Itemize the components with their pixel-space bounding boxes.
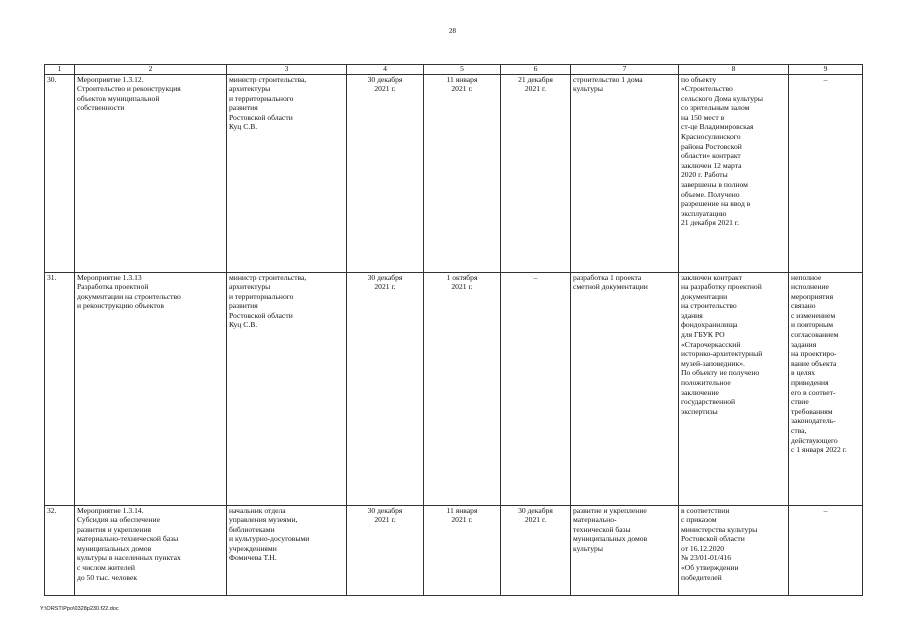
planned-end-cell: 11 января 2021 г.	[424, 74, 501, 272]
row-number: 30.	[45, 74, 75, 272]
activity-cell: Мероприятие 1.3.14. Субсидия на обеспечение развития и укрепления материально-технической базы муниципальных домов культуры в населенных пунктах с числом жителей до 50 тыс. человек	[75, 505, 227, 595]
planned-start-cell: 30 декабря 2021 г.	[347, 74, 424, 272]
actual-end-cell: 21 декабря 2021 г.	[501, 74, 571, 272]
planned-end-cell: 1 октября 2021 г.	[424, 272, 501, 505]
column-number: 5	[424, 65, 501, 75]
planned-start-cell: 30 декабря 2021 г.	[347, 505, 424, 595]
column-number: 9	[789, 65, 863, 75]
actual-end-cell: 30 декабря 2021 г.	[501, 505, 571, 595]
column-number: 4	[347, 65, 424, 75]
column-number: 2	[75, 65, 227, 75]
planned-result-cell: развитие и укрепление материально- технической базы муниципальных домов культуры	[571, 505, 679, 595]
row-number: 31.	[45, 272, 75, 505]
activity-cell: Мероприятие 1.3.12. Строительство и реконструкция объектов муниципальной собственности	[75, 74, 227, 272]
reasons-cell: неполное исполнение мероприятия связано с изменением и повторным согласованием задания на проектиро- вание объекта в целях приведения его в соответ- ствие требованиям законодатель- ства, действующего с 1 января 2022 г.	[789, 272, 863, 505]
planned-result-cell: разработка 1 проекта сметной документации	[571, 272, 679, 505]
activity-cell: Мероприятие 1.3.13 Разработка проектной документации на строительство и реконструкцию объектов	[75, 272, 227, 505]
responsible-cell: начальник отдела управления музеями, библиотеками и культурно-досуговыми учреждениями Фомичева Т.Н.	[227, 505, 347, 595]
report-table	[44, 64, 863, 596]
column-number: 1	[45, 65, 75, 75]
actual-end-cell: –	[501, 272, 571, 505]
responsible-cell: министр строительства, архитектуры и территориального развития Ростовской области Куц С.В.	[227, 272, 347, 505]
responsible-cell: министр строительства, архитектуры и территориального развития Ростовской области Куц С.В.	[227, 74, 347, 272]
row-number: 32.	[45, 505, 75, 595]
actual-result-cell: в соответствии с приказом министерства культуры Ростовской области от 16.12.2020 № 23/01-01/416 «Об утверждении победителей	[679, 505, 789, 595]
column-number: 3	[227, 65, 347, 75]
column-number-row	[45, 65, 863, 75]
page-number: 28	[449, 27, 456, 35]
table-row	[45, 505, 863, 595]
actual-result-cell: по объекту «Строительство сельского Дома культуры со зрительным залом на 150 мест в ст-це Владимировская Красносулинского района Ростовской области» контракт заключен 12 марта 2020 г. Работы завершены в полном объеме. Получено разрешение на ввод в эксплуатацию 21 декабря 2021 г.	[679, 74, 789, 272]
planned-start-cell: 30 декабря 2021 г.	[347, 272, 424, 505]
column-number: 8	[679, 65, 789, 75]
document-file-path: Y:\ORST\Ppo\0328p230.f22.doc	[40, 606, 119, 612]
reasons-cell: –	[789, 74, 863, 272]
table-row	[45, 74, 863, 272]
planned-end-cell: 11 января 2021 г.	[424, 505, 501, 595]
table-row	[45, 272, 863, 505]
actual-result-cell: заключен контракт на разработку проектной документации на строительство здания фондохранилища для ГБУК РО «Старочеркасский историко-архитектурный музей-заповедник». По объекту не получено положительное заключение государственной экспертизы	[679, 272, 789, 505]
column-number: 6	[501, 65, 571, 75]
planned-result-cell: строительство 1 дома культуры	[571, 74, 679, 272]
reasons-cell: –	[789, 505, 863, 595]
column-number: 7	[571, 65, 679, 75]
